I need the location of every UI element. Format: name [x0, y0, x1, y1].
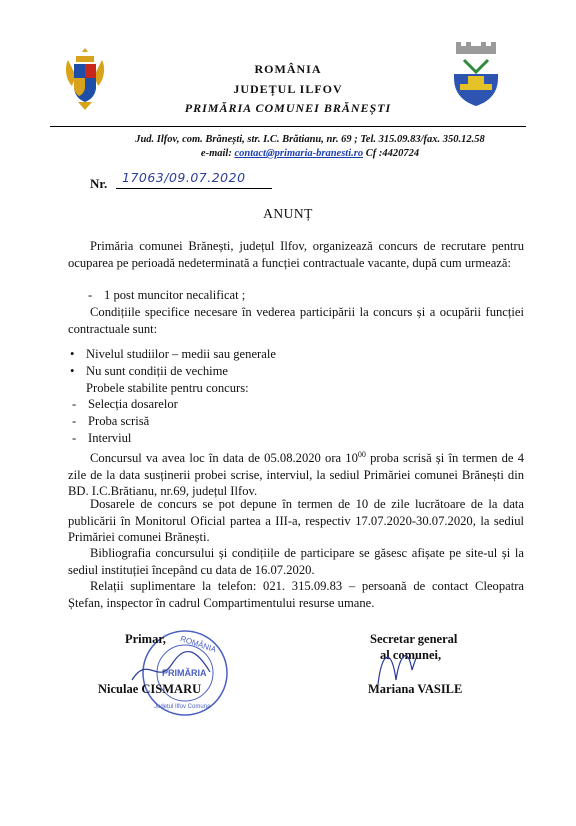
- svg-text:Județul Ilfov Comuna: Județul Ilfov Comuna: [154, 704, 211, 710]
- bibliography-paragraph: Bibliografia concursului și condițiile de participare se găsesc afișate pe site-ul și la sediul instituției începând cu data de 16.07.2020.: [68, 546, 524, 577]
- svg-text:ROMÂNIA: ROMÂNIA: [179, 634, 218, 655]
- relations-paragraph: Relații suplimentare la telefon: 021. 315.09.83 – persoană de contact Cleopatra Ștefan, inspector în cadrul Compartimentului resurse umane.: [68, 579, 524, 610]
- country-heading: ROMÂNIA: [254, 62, 322, 76]
- post-item: - 1 post muncitor necalificat ;: [88, 288, 246, 302]
- email-link[interactable]: contact@primaria-branesti.ro: [234, 148, 364, 159]
- registration-number: 17063/09.07.2020: [122, 170, 246, 185]
- test-item: - Selecția dosarelor: [72, 397, 178, 411]
- announcement-title: ANUNȚ: [263, 206, 313, 221]
- tests-intro: Probele stabilite pentru concurs:: [86, 381, 249, 395]
- files-paragraph: Dosarele de concurs se pot depune în termen de 10 de zile lucrătoare de la data publicării în Monitorul Oficial partea a III-a, respectiv 17.07.2020-30.07.2020, la sediul Primăriei comunei Brănești.: [68, 497, 524, 544]
- test-item: - Proba scrisă: [72, 414, 150, 428]
- test-item: - Interviul: [72, 431, 132, 445]
- registration-underline: [116, 188, 272, 189]
- institution-heading: PRIMĂRIA COMUNEI BRĂNEȘTI: [184, 101, 392, 115]
- secretary-role-2: al comunei,: [380, 648, 442, 662]
- contact-line: e-mail: contact@primaria-branesti.ro Cf :4420724: [200, 148, 420, 159]
- mayor-name: Niculae CISMARU: [98, 682, 202, 696]
- header-divider: [50, 126, 526, 127]
- secretary-signature-icon: [372, 640, 432, 690]
- contact-address: Jud. Ilfov, com. Brănești, str. I.C. Brătianu, nr. 69 ; Tel. 315.09.83/fax. 350.12.58: [135, 134, 485, 145]
- condition-item: • Nivelul studiilor – medii sau generale: [70, 347, 276, 361]
- conditions-intro: Condițiile specifice necesare în vederea participării la concurs și a ocupării funcției contractuale sunt:: [68, 305, 524, 336]
- registration-label: Nr.: [90, 176, 108, 191]
- secretary-name: Mariana VASILE: [368, 682, 463, 696]
- mayor-role: Primar,: [125, 632, 166, 646]
- intro-paragraph: Primăria comunei Brănești, județul Ilfov, organizează concurs de recrutare pentru ocuparea pe perioadă nedeterminată a funcției contractuale vacante, după cum urmează:: [68, 239, 524, 270]
- mayor-signature-icon: [128, 650, 218, 690]
- secretary-role: Secretar general: [370, 632, 458, 646]
- county-heading: JUDEȚUL ILFOV: [233, 82, 343, 96]
- exam-paragraph: Concursul va avea loc în data de 05.08.2020 ora $10^{00}$ proba scrisă și în termen de 4 zile de la data susținerii probei scrise, interviul, la sediul Primăriei comunei Brănești din BD. I.C.Brătianu, nr.69, județul Ilfov.: [68, 450, 524, 499]
- condition-item: • Nu sunt condiții de vechime: [70, 364, 228, 378]
- svg-text:PRIMĂRIA: PRIMĂRIA: [162, 668, 207, 678]
